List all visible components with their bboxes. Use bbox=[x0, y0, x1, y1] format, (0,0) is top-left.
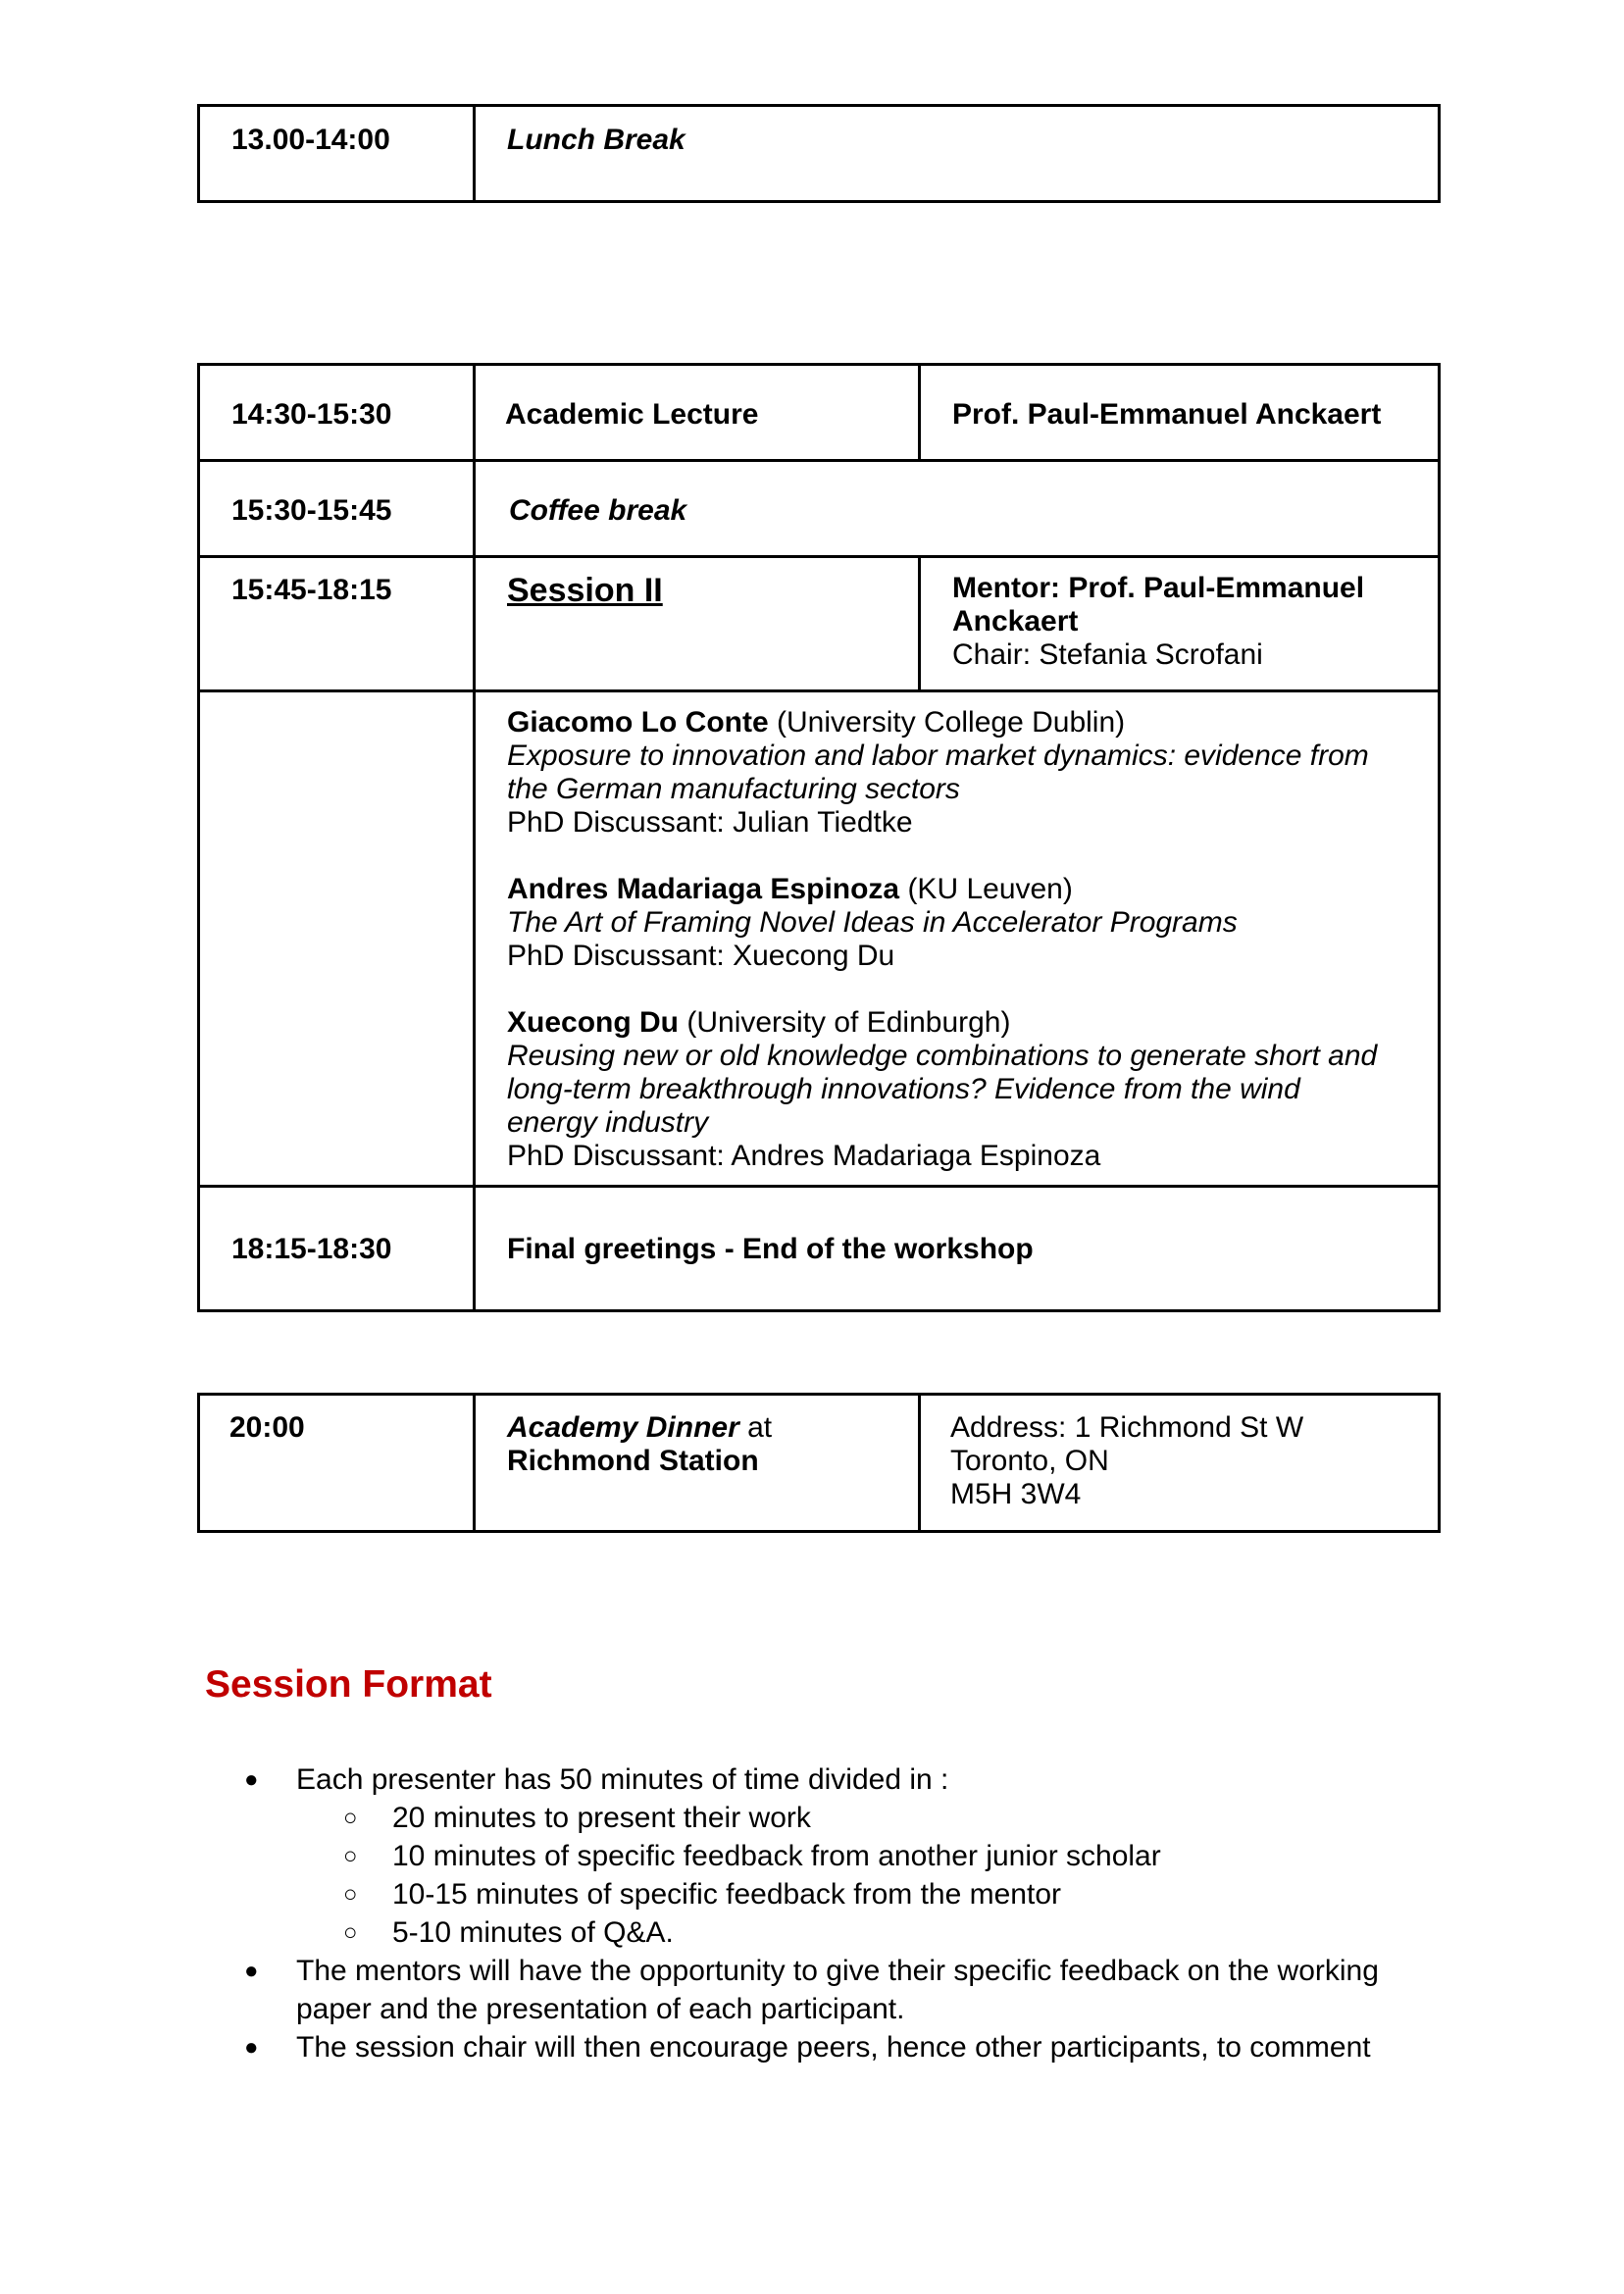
paper-title: energy industry bbox=[507, 1106, 709, 1139]
time-cell bbox=[199, 1187, 475, 1311]
papers-cell bbox=[475, 691, 1440, 1187]
event-cell bbox=[475, 1187, 1440, 1311]
schedule-table-afternoon bbox=[197, 363, 1441, 1312]
bullet-icon: ● bbox=[244, 1766, 259, 1793]
format-item-text: paper and the presentation of each participant. bbox=[296, 1993, 905, 2025]
time-cell bbox=[199, 1395, 475, 1532]
format-item-text: The mentors will have the opportunity to give their specific feedback on the working bbox=[296, 1955, 1379, 1987]
format-subitem bbox=[0, 1913, 1451, 1952]
paper-entry bbox=[507, 873, 1406, 973]
format-item bbox=[0, 1760, 1451, 1952]
format-item-text: Each presenter has 50 minutes of time divided in : bbox=[296, 1763, 949, 1796]
time-label: 18:15-18:30 bbox=[231, 1233, 392, 1265]
time-cell bbox=[199, 106, 475, 202]
format-sublist bbox=[296, 1799, 1451, 1952]
mentor-cell bbox=[920, 557, 1440, 691]
format-subitem-text: 10-15 minutes of specific feedback from the mentor bbox=[392, 1878, 1062, 1911]
mentor-line: Mentor: Prof. Paul-Emmanuel bbox=[952, 572, 1365, 604]
circle-bullet-icon: ○ bbox=[343, 1805, 358, 1831]
paper-affiliation: (University College Dublin) bbox=[768, 706, 1126, 739]
schedule-table-dinner bbox=[197, 1393, 1441, 1533]
format-item bbox=[0, 1952, 1451, 2028]
dinner-venue: Richmond Station bbox=[507, 1445, 759, 1477]
time-cell bbox=[199, 461, 475, 557]
chair-line: Chair: Stefania Scrofani bbox=[952, 638, 1263, 671]
format-item bbox=[0, 2028, 1451, 2066]
dinner-event-suffix: at bbox=[738, 1411, 773, 1444]
time-label: 13.00-14:00 bbox=[231, 124, 390, 156]
paper-discussant: PhD Discussant: Andres Madariaga Espinoza bbox=[507, 1140, 1101, 1172]
paper-discussant: PhD Discussant: Xuecong Du bbox=[507, 940, 895, 972]
event-cell bbox=[475, 1395, 920, 1532]
paper-discussant: PhD Discussant: Julian Tiedtke bbox=[507, 806, 913, 839]
schedule-row-papers bbox=[199, 691, 1440, 1187]
time-label: 20:00 bbox=[229, 1411, 305, 1444]
paper-title: Exposure to innovation and labor market dynamics: evidence from bbox=[507, 739, 1369, 772]
event-cell bbox=[475, 365, 920, 461]
format-subitem-text: 20 minutes to present their work bbox=[392, 1802, 811, 1834]
paper-title: long-term breakthrough innovations? Evidence from the wind bbox=[507, 1073, 1300, 1105]
schedule-row-session bbox=[199, 557, 1440, 691]
circle-bullet-icon: ○ bbox=[343, 1881, 358, 1908]
time-label: 14:30-15:30 bbox=[231, 398, 392, 431]
speaker-cell bbox=[920, 365, 1440, 461]
time-cell bbox=[199, 557, 475, 691]
paper-author: Andres Madariaga Espinoza bbox=[507, 873, 900, 905]
format-list bbox=[0, 1760, 1451, 2066]
address-line: Toronto, ON bbox=[950, 1445, 1109, 1477]
paper-title: Reusing new or old knowledge combinations to generate short and bbox=[507, 1040, 1378, 1072]
schedule-row-dinner bbox=[199, 1395, 1440, 1532]
time-label: 15:30-15:45 bbox=[231, 494, 392, 527]
lecture-speaker: Prof. Paul-Emmanuel Anckaert bbox=[952, 398, 1382, 431]
address-line: Address: 1 Richmond St W bbox=[950, 1411, 1304, 1444]
format-subitem bbox=[0, 1799, 1451, 1837]
bullet-icon: ● bbox=[244, 2034, 259, 2061]
paper-affiliation: (KU Leuven) bbox=[899, 873, 1073, 905]
paper-affiliation: (University of Edinburgh) bbox=[679, 1006, 1011, 1039]
paper-entry bbox=[507, 1006, 1406, 1173]
lecture-title: Academic Lecture bbox=[505, 398, 759, 431]
dinner-event: Academy Dinner bbox=[507, 1411, 739, 1444]
paper-author: Giacomo Lo Conte bbox=[507, 706, 769, 739]
paper-entry bbox=[507, 706, 1406, 840]
schedule-row-final bbox=[199, 1187, 1440, 1311]
coffee-label: Coffee break bbox=[509, 494, 687, 527]
circle-bullet-icon: ○ bbox=[343, 1919, 358, 1946]
section-heading: Session Format bbox=[205, 1663, 492, 1706]
mentor-line: Anckaert bbox=[952, 605, 1079, 637]
address-line: M5H 3W4 bbox=[950, 1478, 1082, 1510]
final-label: Final greetings - End of the workshop bbox=[507, 1233, 1034, 1265]
schedule-row-lunch bbox=[199, 106, 1440, 202]
format-item-text: The session chair will then encourage peers, hence other participants, to comment bbox=[296, 2031, 1371, 2064]
event-label: Lunch Break bbox=[507, 124, 685, 156]
format-subitem bbox=[0, 1837, 1451, 1875]
paper-author: Xuecong Du bbox=[507, 1006, 680, 1039]
schedule-row-lecture bbox=[199, 365, 1440, 461]
time-cell-empty bbox=[199, 691, 475, 1187]
paper-title: the German manufacturing sectors bbox=[507, 773, 960, 805]
address-cell bbox=[920, 1395, 1440, 1532]
session-cell bbox=[475, 557, 920, 691]
format-subitem-text: 5-10 minutes of Q&A. bbox=[392, 1916, 674, 1949]
bullet-icon: ● bbox=[244, 1958, 259, 1984]
circle-bullet-icon: ○ bbox=[343, 1843, 358, 1869]
schedule-row-coffee bbox=[199, 461, 1440, 557]
time-cell bbox=[199, 365, 475, 461]
format-subitem bbox=[0, 1875, 1451, 1913]
event-cell bbox=[475, 106, 1440, 202]
schedule-table-lunch bbox=[197, 104, 1441, 203]
paper-title: The Art of Framing Novel Ideas in Accelerator Programs bbox=[507, 906, 1238, 939]
session-title: Session II bbox=[507, 572, 663, 609]
format-subitem-text: 10 minutes of specific feedback from another junior scholar bbox=[392, 1840, 1161, 1872]
event-cell bbox=[475, 461, 1440, 557]
time-label: 15:45-18:15 bbox=[231, 574, 392, 606]
